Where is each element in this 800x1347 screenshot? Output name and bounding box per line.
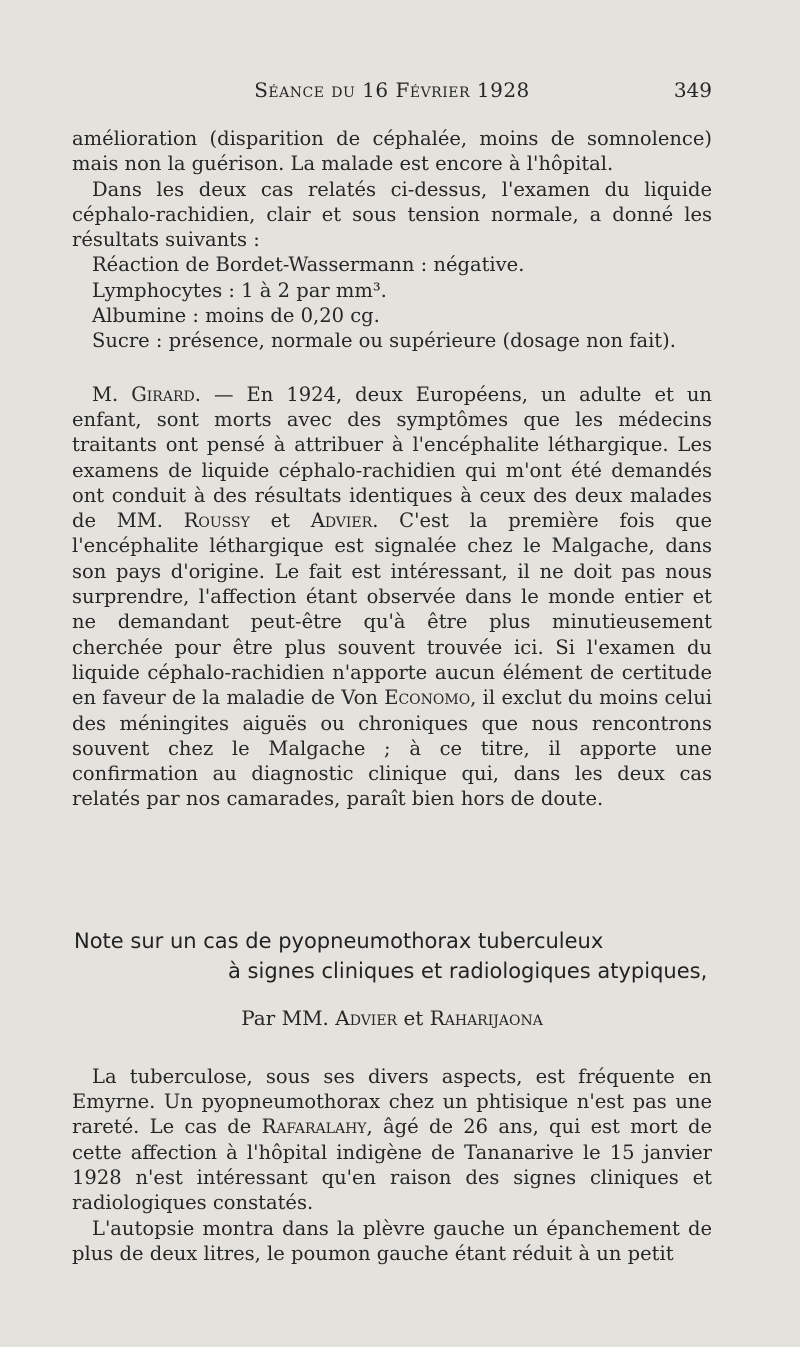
- csf-results-list: [72, 252, 712, 353]
- author-raharijaona: Raharijaona: [429, 1005, 543, 1030]
- para3-text-1: La tuberculose, sous ses divers aspects, est fréquente en Emyrne. Un pyopneumothorax chez un phtisique n'est pas une rareté. Le cas de: [72, 1064, 712, 1139]
- girard-text-3: . C'est la première fois que l'encéphalite léthargique est signalée chez le Malgache, dans son pays d'origine. Le fait est intéressant, il ne doit pas nous surprendre, l'affection étant observée dans le monde entier et ne demandant peut-être qu'à être plus minutieusement cherchée pour être plus souvent trouvée ici. Si l'examen du liquide céphalo-rachidien n'apporte aucun élément de certitude en faveur de la maladie de Von: [72, 509, 712, 710]
- author-advier: Advier: [335, 1005, 398, 1030]
- paragraph-girard: [72, 382, 712, 812]
- girard-text-4: , il exclut du moins celui des méningites aiguës ou chroniques que nous rencontrons souvent chez le Malgache ; à ce titre, il apporte une confirmation au diagnostic clinique qui, dans les deux cas relatés par nos camarades, paraît bien hors de doute.: [72, 686, 712, 811]
- page-header: [72, 78, 712, 110]
- girard-text-1: — En 1924, deux Européens, un adulte et un enfant, sont morts avec des symptômes que les médecins traitants ont pensé à attribuer à l'encéphalite léthargique. Les examens de liquide céphalo-rachidien qui m'ont été demandés ont conduit à des résultats identiques à ceux des deux malades de MM.: [72, 382, 712, 533]
- paragraph-autopsie: L'autopsie montra dans la plèvre gauche un épanchement de plus de deux litres, le poumon gauche étant réduit à un petit: [72, 1216, 712, 1265]
- name-roussy: Roussy: [183, 509, 250, 533]
- page-number: 349: [673, 78, 712, 102]
- note-title-line-1: Note sur un cas de pyopneumothorax tuberculeux: [74, 928, 604, 953]
- byline-and: et: [397, 1005, 430, 1030]
- result-wassermann: Réaction de Bordet-Wassermann : négative.: [92, 253, 525, 277]
- result-albumine: Albumine : moins de 0,20 cg.: [92, 304, 380, 328]
- speaker-name: M. Girard.: [92, 382, 201, 406]
- name-advier: Advier: [310, 509, 373, 533]
- name-economo: Economo: [384, 686, 471, 710]
- result-lymphocytes: Lymphocytes : 1 à 2 par mm³.: [92, 278, 387, 302]
- paragraph-continuation: amélioration (disparition de céphalée, moins de somnolence) mais non la guérison. La malade est encore à l'hôpital.: [72, 127, 712, 176]
- paragraph-tuberculose: [72, 1064, 712, 1216]
- note-title: [72, 926, 712, 986]
- result-sucre: Sucre : présence, normale ou supérieure (dosage non fait).: [92, 329, 676, 353]
- girard-text-2: et: [249, 509, 311, 533]
- note-title-line-2: à signes cliniques et radiologiques atypiques,: [228, 958, 708, 983]
- paragraph-csf-intro: Dans les deux cas relatés ci-dessus, l'examen du liquide céphalo-rachidien, clair et sous tension normale, a donné les résultats suivants :: [72, 177, 712, 252]
- byline: [72, 1004, 712, 1032]
- byline-prefix: Par MM.: [241, 1005, 336, 1030]
- running-head: Séance du 16 Février 1928: [254, 78, 530, 102]
- name-patient: Rafaralahy: [261, 1115, 367, 1139]
- para3-text-2: , âgé de 26 ans, qui est mort de cette affection à l'hôpital indigène de Tananarive le 15 janvier 1928 n'est intéressant qu'en raison des signes cliniques et radiologiques constatés.: [72, 1115, 712, 1215]
- page-body: [72, 126, 712, 1266]
